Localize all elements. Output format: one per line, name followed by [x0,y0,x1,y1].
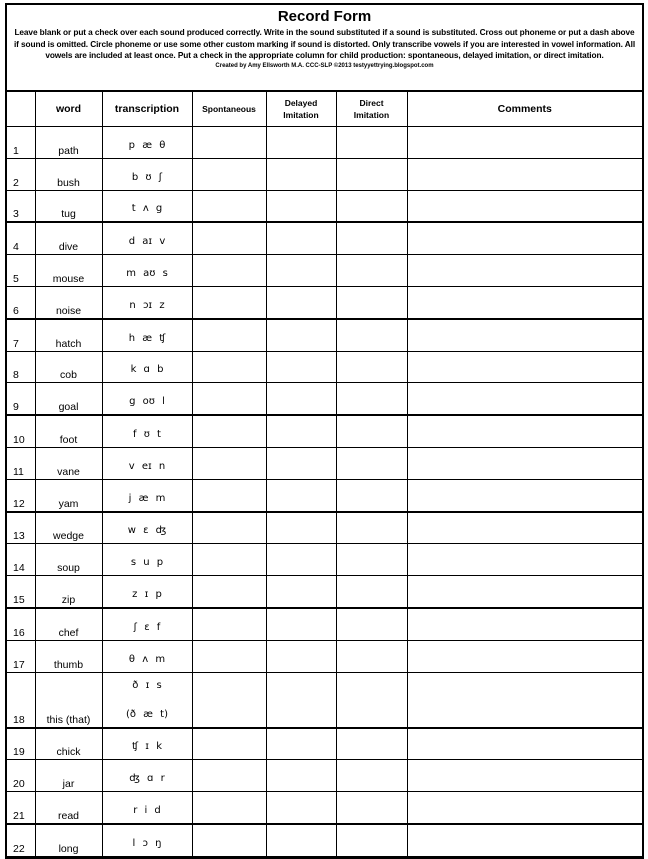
word-cell: wedge [35,512,102,544]
row-number: 15 [7,576,35,608]
spontaneous-cell[interactable] [192,640,266,672]
spontaneous-cell[interactable] [192,672,266,728]
spontaneous-cell[interactable] [192,127,266,159]
delayed-imitation-cell[interactable] [266,576,336,608]
transcription-cell [102,672,192,728]
col-header-num [7,92,35,127]
comments-cell[interactable] [407,576,642,608]
transcription-text: f ʊ t [133,428,161,440]
transcription-cell [102,608,192,640]
transcription-cell [102,383,192,415]
transcription-text: v eɪ n [128,460,166,472]
word-cell: long [35,824,102,856]
direct-imitation-cell[interactable] [336,127,407,159]
word-cell: tug [35,190,102,222]
comments-cell[interactable] [407,447,642,479]
spontaneous-cell[interactable] [192,447,266,479]
word-cell: path [35,127,102,159]
transcription-text: ʃ ɛ f [133,621,161,633]
transcription-text: b ʊ ʃ [131,171,163,183]
col-header-spontaneous: Spontaneous [192,92,266,127]
transcription-cell [102,190,192,222]
spontaneous-cell[interactable] [192,351,266,383]
table-row [7,127,642,159]
row-number: 6 [7,286,35,318]
spontaneous-cell[interactable] [192,415,266,447]
delayed-imitation-cell[interactable] [266,512,336,544]
row-number: 17 [7,640,35,672]
row-number: 22 [7,824,35,856]
transcription-text: d aɪ v [128,236,166,248]
delayed-imitation-cell[interactable] [266,255,336,287]
transcription-text: m aʊ s [126,267,168,279]
record-form [5,3,644,859]
word-cell: read [35,792,102,824]
comments-cell[interactable] [407,415,642,447]
direct-imitation-cell[interactable] [336,824,407,856]
comments-cell[interactable] [407,479,642,511]
word-cell: hatch [35,319,102,351]
row-number: 14 [7,544,35,576]
transcription-text: k ɑ b [130,364,164,376]
comments-cell[interactable] [407,127,642,159]
table-row [7,728,642,760]
row-number: 1 [7,127,35,159]
spontaneous-cell[interactable] [192,576,266,608]
row-number: 7 [7,319,35,351]
transcription-text: ʧ ɪ k [132,741,162,753]
row-number: 12 [7,479,35,511]
direct-imitation-cell[interactable] [336,640,407,672]
col-header-delayed: Delayed Imitation [266,92,336,127]
comments-cell[interactable] [407,255,642,287]
transcription-cell [102,222,192,254]
transcription-cell [102,255,192,287]
transcription-cell [102,728,192,760]
table-row [7,319,642,351]
table-row [7,255,642,287]
spontaneous-cell[interactable] [192,255,266,287]
transcription-cell [102,576,192,608]
credit-line: Created by Amy Ellsworth M.A. CCC-SLP ©2013 testyyettrying.blogspot.com [215,62,434,69]
spontaneous-cell[interactable] [192,222,266,254]
comments-cell[interactable] [407,158,642,190]
form-header [7,5,642,92]
delayed-imitation-cell[interactable] [266,672,336,728]
comments-cell[interactable] [407,222,642,254]
row-number: 10 [7,415,35,447]
instructions: Leave blank or put a check over each sound produced correctly. Write in the sound substituted if a sound is substituted. Cross out phoneme or put a dash above if sound is omitted. Circle phoneme or use some other custom marking if sound is distorted. Only transcribe vowels if you are interested in vowel information. All vowels are included at least once. Put a check in the appropriate column for child production: spontaneous, delayed imitation, or direct imitation. [13,27,636,60]
delayed-imitation-cell[interactable] [266,158,336,190]
transcription-cell [102,319,192,351]
word-cell: this (that) [35,672,102,728]
comments-cell[interactable] [407,672,642,728]
row-number: 8 [7,351,35,383]
comments-cell[interactable] [407,512,642,544]
comments-cell[interactable] [407,544,642,576]
transcription-cell [102,127,192,159]
direct-imitation-cell[interactable] [336,351,407,383]
comments-cell[interactable] [407,824,642,856]
word-cell: jar [35,760,102,792]
comments-cell[interactable] [407,319,642,351]
transcription-text: ʤ ɑ r [129,773,165,785]
delayed-imitation-cell[interactable] [266,383,336,415]
direct-imitation-cell[interactable] [336,544,407,576]
table-row [7,158,642,190]
delayed-imitation-cell[interactable] [266,544,336,576]
spontaneous-cell[interactable] [192,792,266,824]
word-cell: thumb [35,640,102,672]
comments-cell[interactable] [407,190,642,222]
direct-imitation-cell[interactable] [336,760,407,792]
row-number: 20 [7,760,35,792]
spontaneous-cell[interactable] [192,728,266,760]
form-title: Record Form [277,8,372,25]
delayed-imitation-cell[interactable] [266,415,336,447]
col-header-comments: Comments [407,92,642,127]
row-number: 21 [7,792,35,824]
delayed-imitation-cell[interactable] [266,190,336,222]
transcription-text: θ ʌ m [128,653,166,665]
word-cell: chef [35,608,102,640]
transcription-text: s u p [130,557,164,569]
transcription-cell [102,792,192,824]
table-row [7,415,642,447]
delayed-imitation-cell[interactable] [266,728,336,760]
transcription-text: h æ ʧ [128,332,166,344]
direct-imitation-cell[interactable] [336,728,407,760]
word-cell: vane [35,447,102,479]
comments-cell[interactable] [407,792,642,824]
row-number: 5 [7,255,35,287]
spontaneous-cell[interactable] [192,544,266,576]
direct-imitation-cell[interactable] [336,576,407,608]
row-number: 11 [7,447,35,479]
transcription-text: g oʊ l [129,396,165,408]
table-row [7,608,642,640]
word-cell: chick [35,728,102,760]
direct-imitation-cell[interactable] [336,479,407,511]
table-row [7,512,642,544]
table-row [7,447,642,479]
table-row [7,479,642,511]
direct-imitation-cell[interactable] [336,222,407,254]
delayed-imitation-cell[interactable] [266,222,336,254]
row-number: 2 [7,158,35,190]
table-row [7,760,642,792]
delayed-imitation-cell[interactable] [266,608,336,640]
record-table [7,92,642,857]
word-cell: mouse [35,255,102,287]
comments-cell[interactable] [407,640,642,672]
transcription-cell [102,158,192,190]
word-cell: zip [35,576,102,608]
transcription-cell [102,415,192,447]
direct-imitation-cell[interactable] [336,792,407,824]
direct-imitation-cell[interactable] [336,512,407,544]
transcription-cell [102,286,192,318]
direct-imitation-cell[interactable] [336,672,407,728]
comments-cell[interactable] [407,728,642,760]
delayed-imitation-cell[interactable] [266,640,336,672]
table-row [7,383,642,415]
word-cell: dive [35,222,102,254]
delayed-imitation-cell[interactable] [266,286,336,318]
spontaneous-cell[interactable] [192,760,266,792]
table-row [7,544,642,576]
transcription-cell [102,824,192,856]
comments-cell[interactable] [407,351,642,383]
comments-cell[interactable] [407,383,642,415]
word-cell: soup [35,544,102,576]
col-header-direct: Direct Imitation [336,92,407,127]
word-cell: goal [35,383,102,415]
row-number: 13 [7,512,35,544]
spontaneous-cell[interactable] [192,608,266,640]
table-row [7,222,642,254]
header-row [7,92,642,127]
delayed-imitation-cell[interactable] [266,760,336,792]
row-number: 16 [7,608,35,640]
spontaneous-cell[interactable] [192,512,266,544]
spontaneous-cell[interactable] [192,190,266,222]
transcription-text: t ʌ g [131,203,163,215]
word-cell: foot [35,415,102,447]
word-cell: bush [35,158,102,190]
row-number: 19 [7,728,35,760]
delayed-imitation-cell[interactable] [266,319,336,351]
spontaneous-cell[interactable] [192,286,266,318]
direct-imitation-cell[interactable] [336,286,407,318]
transcription-cell [102,760,192,792]
delayed-imitation-cell[interactable] [266,447,336,479]
col-header-word: word [35,92,102,127]
table-row [7,792,642,824]
transcription-cell [102,479,192,511]
direct-imitation-cell[interactable] [336,190,407,222]
transcription-cell [102,351,192,383]
comments-cell[interactable] [407,760,642,792]
direct-imitation-cell[interactable] [336,447,407,479]
spontaneous-cell[interactable] [192,319,266,351]
spontaneous-cell[interactable] [192,158,266,190]
spontaneous-cell[interactable] [192,824,266,856]
word-cell: noise [35,286,102,318]
table-row [7,824,642,856]
direct-imitation-cell[interactable] [336,158,407,190]
comments-cell[interactable] [407,286,642,318]
row-number: 9 [7,383,35,415]
transcription-cell [102,512,192,544]
table-row [7,286,642,318]
direct-imitation-cell[interactable] [336,255,407,287]
transcription-text: l ɔ ŋ [132,837,162,849]
word-cell: yam [35,479,102,511]
row-number: 18 [7,672,35,728]
transcription-text: ð ɪ s [132,679,162,691]
col-header-transcription: transcription [102,92,192,127]
direct-imitation-cell[interactable] [336,319,407,351]
table-row [7,576,642,608]
transcription-text: z ɪ p [132,588,162,600]
spontaneous-cell[interactable] [192,383,266,415]
transcription-text: w ɛ ʤ [127,525,167,537]
transcription-cell [102,640,192,672]
delayed-imitation-cell[interactable] [266,792,336,824]
delayed-imitation-cell[interactable] [266,824,336,856]
table-row [7,190,642,222]
transcription-cell [102,544,192,576]
table-row [7,672,642,728]
delayed-imitation-cell[interactable] [266,351,336,383]
comments-cell[interactable] [407,608,642,640]
delayed-imitation-cell[interactable] [266,127,336,159]
transcription-text: r i d [133,804,161,816]
row-number: 4 [7,222,35,254]
transcription-text: n ɔɪ z [129,299,165,311]
direct-imitation-cell[interactable] [336,383,407,415]
row-number: 3 [7,190,35,222]
delayed-imitation-cell[interactable] [266,479,336,511]
transcription-text: p æ θ [128,139,166,151]
direct-imitation-cell[interactable] [336,608,407,640]
spontaneous-cell[interactable] [192,479,266,511]
table-row [7,351,642,383]
transcription-alt-text: (ð æ t) [125,708,169,720]
transcription-cell [102,447,192,479]
direct-imitation-cell[interactable] [336,415,407,447]
word-cell: cob [35,351,102,383]
table-row [7,640,642,672]
transcription-text: j æ m [128,492,166,504]
